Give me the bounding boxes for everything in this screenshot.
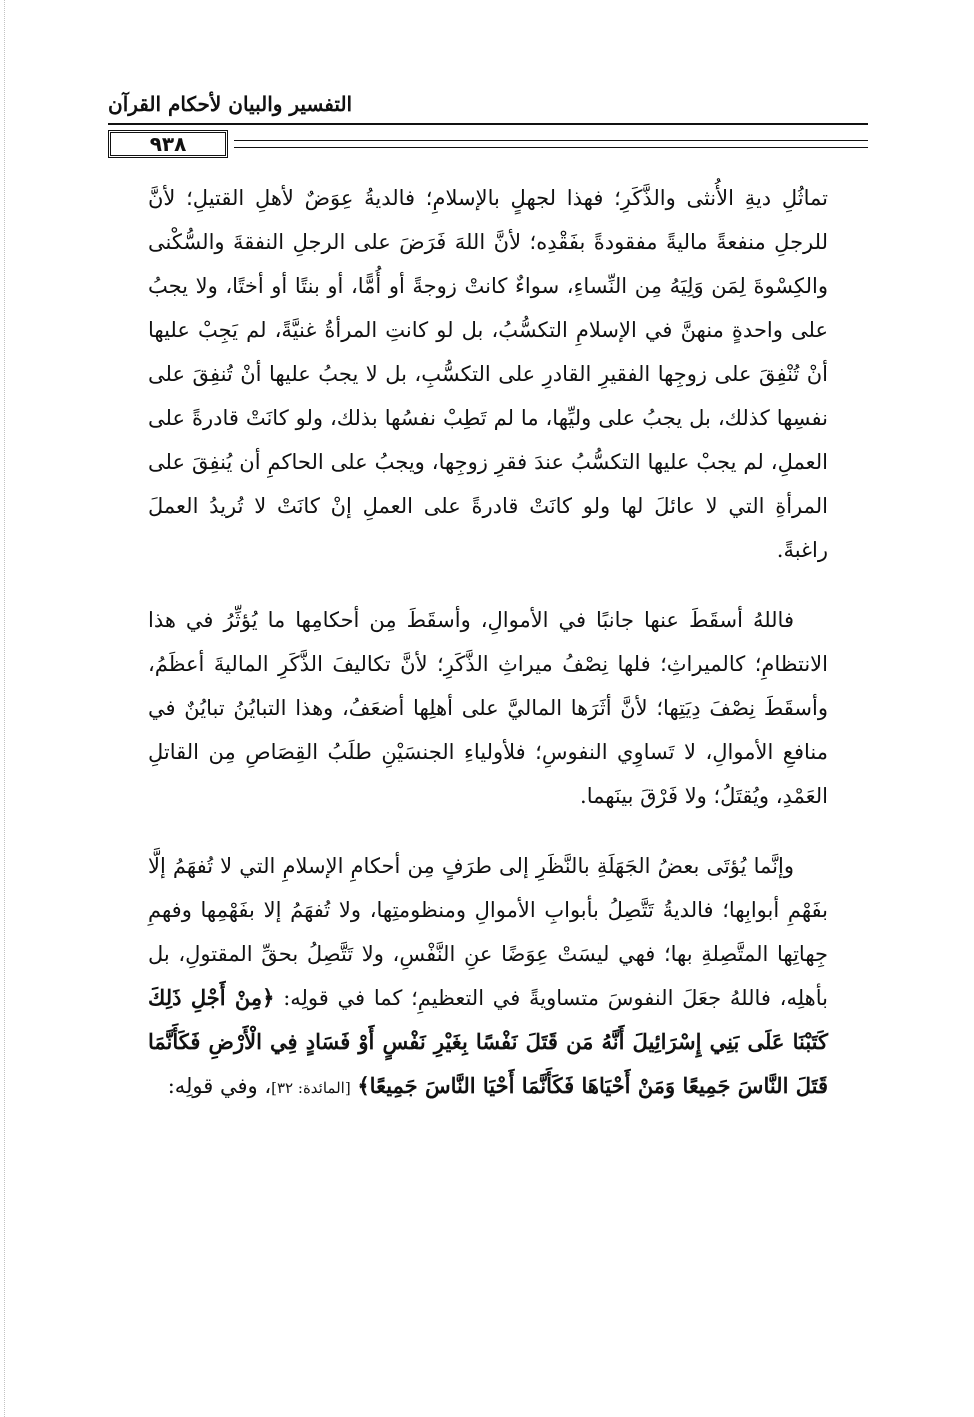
paragraph-3 — [148, 844, 828, 1110]
header-rule-lower — [234, 147, 868, 148]
header-rule-upper — [234, 140, 868, 141]
quran-verse: ﴿مِنْ أَجْلِ ذَلِكَ كَتَبْنَا عَلَى بَنِي إِسْرَائِيلَ أَنَّهُ مَن قَتَلَ نَفْسًا بِغَيْرِ نَفْسٍ أَوْ فَسَادٍ فِي الْأَرْضِ فَكَأَنَّمَا قَتَلَ النَّاسَ جَمِيعًا وَمَنْ أَحْيَاهَا فَكَأَنَّمَا أَحْيَا النَّاسَ جَمِيعًا﴾ — [148, 985, 828, 1098]
header-rule — [108, 123, 868, 125]
page-header — [108, 92, 868, 160]
scan-edge — [4, 0, 8, 1417]
trailing-text: ، وفي قولِه: — [167, 1074, 272, 1098]
paragraph-2: فاللهُ أسقَطَ عنها جانبًا في الأموالِ، وأسقَطَ مِن أحكامِها ما يُؤثِّرُ في هذا الانتظامِ؛ كالميراثِ؛ فلها نِصْفُ ميراثِ الذَّكَرِ؛ لأنَّ تكاليفَ الذَّكَرِ الماليةَ أعظَمُ، وأسقَطَ نِصْفَ دِيَتِها؛ لأنَّ أثَرَها الماليَّ على أهلِها أضعَفُ، وهذا التبايُنُ تبايُنٌ في منافعِ الأموالِ، لا تَساوِي النفوسِ؛ فلأولياءِ الجنسَيْنِ طلَبُ القِصَاصِ مِن القاتلِ العَمْدِ، ويُقتَلُ؛ ولا فَرْقَ بينَهما. — [148, 608, 828, 808]
running-title: التفسير والبيان لأحكام القرآن — [108, 92, 353, 116]
page-body — [148, 176, 828, 1136]
paragraph-1: تماثُلِ ديةِ الأُنثى والذَّكَرِ؛ فهذا لجهلٍ بالإسلامِ؛ فالديةُ عِوَضٌ لأهلِ القتيلِ؛ لأنَّ للرجلِ منفعةً ماليةً مفقودةً بفَقْدِه؛ لأنَّ اللهَ فَرَضَ على الرجلِ النفقةَ والسُّكْنى والكِسْوةَ لِمَن وَلِيَهُ مِن النِّساءِ، سواءٌ كانتْ زوجةً أو أُمًّا، أو بنتًا أو أختًا، ولا يجبُ على واحدةٍ منهنَّ في الإسلامِ التكسُّبُ، بل لو كانتِ المرأةُ غنيَّةً، لم يَجِبْ عليها أنْ تُنْفِقَ على زوجِها الفقيرِ القادرِ على التكسُّبِ، بل لا يجبُ عليها أنْ تُنفِقَ على نفسِها كذلك، بل يجبُ على وليِّها، ما لم تَطِبْ نفسُها بذلك، ولو كانَتْ قادرةً على العملِ، لم يجبْ عليها التكسُّبُ عندَ فقرِ زوجِها، ويجبُ على الحاكمِ أن يُنفِقَ على المرأةِ التي لا عائلَ لها ولو كانَتْ قادرةً على العملِ إنْ كانَتْ لا تُريدُ العملَ راغبةً. — [148, 186, 828, 562]
page-number: ٩٣٨ — [108, 130, 228, 158]
verse-reference: [المائدة: ٣٢] — [271, 1079, 351, 1097]
paragraph-3-text: وإنَّما يُؤتَى بعضُ الجَهَلَةِ بالنَّظَرِ إلى طرَفٍ مِن أحكامِ الإسلامِ التي لا تُفهَمُ إلَّا بفَهْمِ أبوابِها؛ فالديةُ تَتَّصِلُ بأبوابِ الأموالِ ومنظومتِها، ولا تُفهَمُ إلا بفَهْمِها وفهمِ جِهاتِها المتَّصِلةِ بها؛ فهي ليسَتْ عِوَضًا عنِ النَّفْسِ، ولا تَتَّصِلُ بحقِّ المقتولِ، بل بأهلِه، فاللهُ جعَلَ النفوسَ متساويةً في التعظيمِ؛ كما في قولِه: — [148, 854, 828, 1010]
